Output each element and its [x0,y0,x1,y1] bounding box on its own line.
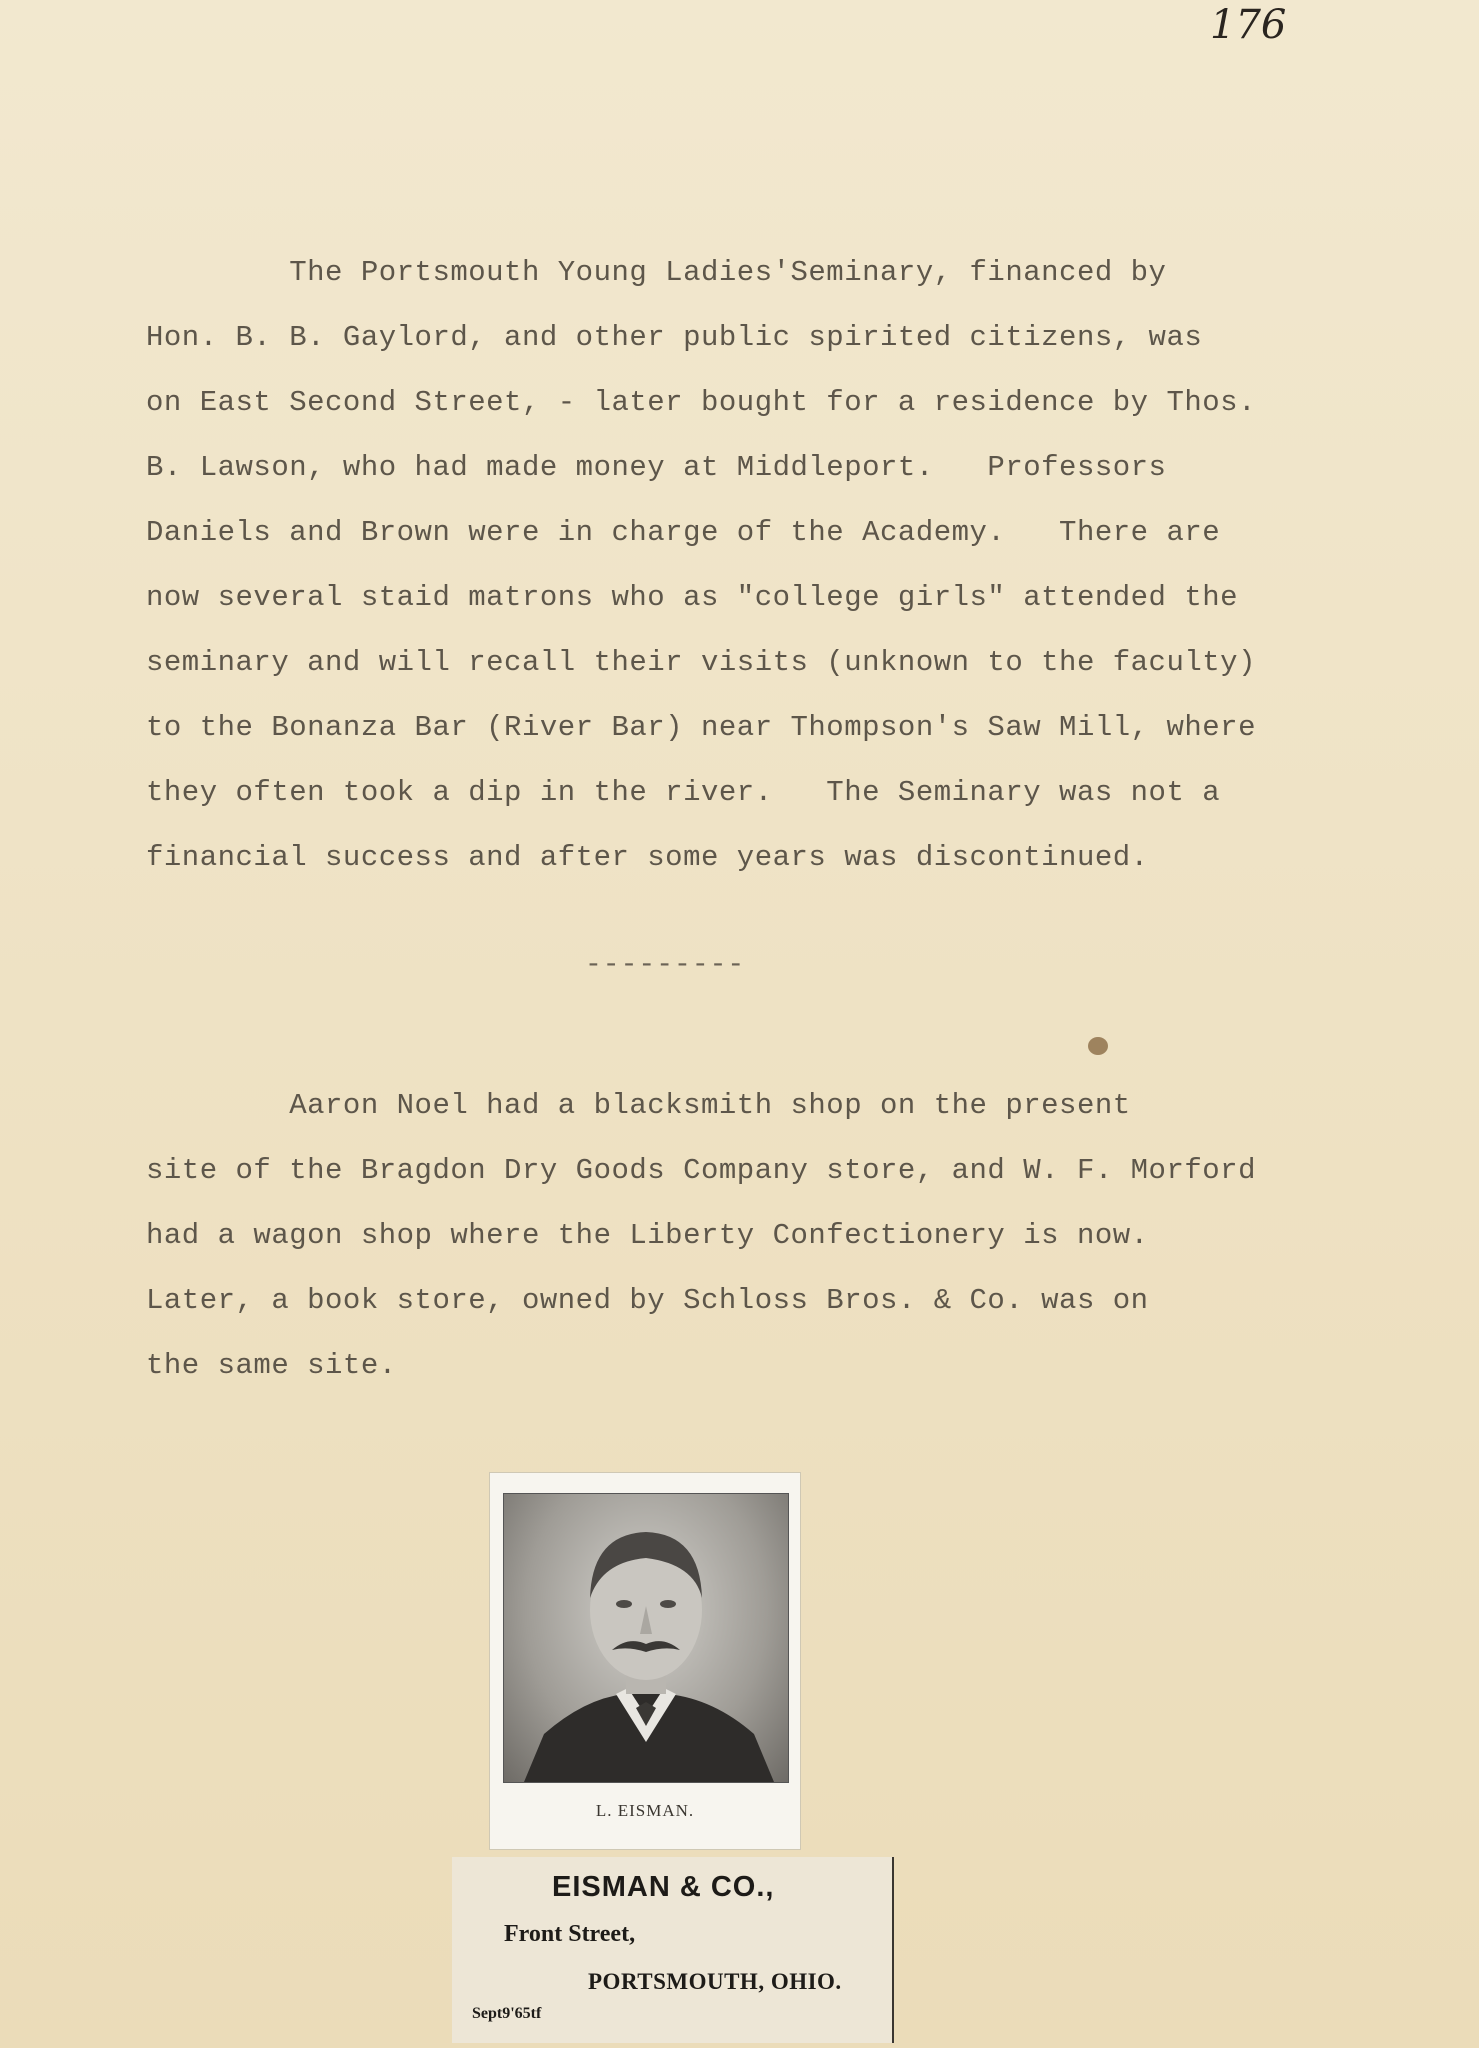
text-line: on East Second Street, - later bought for a residence by Thos. [146,386,1256,419]
ad-business-name: EISMAN & CO., [552,1871,775,1903]
section-separator: --------- [585,950,746,981]
text-line: B. Lawson, who had made money at Middleport. Professors [146,451,1167,484]
text-line: site of the Bragdon Dry Goods Company store, and W. F. Morford [146,1154,1256,1187]
text-line: to the Bonanza Bar (River Bar) near Thompson's Saw Mill, where [146,711,1256,744]
portrait-clipping [490,1473,800,1849]
text-line: the same site. [146,1349,397,1382]
paragraph-seminary [146,240,1346,890]
text-line: financial success and after some years was discontinued. [146,841,1149,874]
text-line: Hon. B. B. Gaylord, and other public spirited citizens, was [146,321,1203,354]
text-line: had a wagon shop where the Liberty Confectionery is now. [146,1219,1149,1252]
ad-city: PORTSMOUTH, OHIO. [588,1969,842,1994]
portrait-caption: L. EISMAN. [595,1801,695,1820]
paragraph-blacksmith [146,1073,1346,1398]
page-number: 176 [1210,2,1287,48]
text-line: they often took a dip in the river. The Seminary was not a [146,776,1221,809]
text-line: The Portsmouth Young Ladies'Seminary, financed by [146,256,1167,289]
portrait-figure [504,1494,788,1782]
ad-insertion-code: Sept9'65tf [472,2005,542,2022]
text-line: seminary and will recall their visits (unknown to the faculty) [146,646,1256,679]
text-line: now several staid matrons who as "college girls" attended the [146,581,1239,614]
text-line: Aaron Noel had a blacksmith shop on the present [146,1089,1131,1122]
ink-smudge [1088,1037,1108,1055]
text-line: Daniels and Brown were in charge of the Academy. There are [146,516,1221,549]
ad-street: Front Street, [504,1921,636,1947]
newspaper-advertisement [452,1857,894,2043]
text-line: Later, a book store, owned by Schloss Bros. & Co. was on [146,1284,1149,1317]
portrait-photo [503,1493,789,1783]
